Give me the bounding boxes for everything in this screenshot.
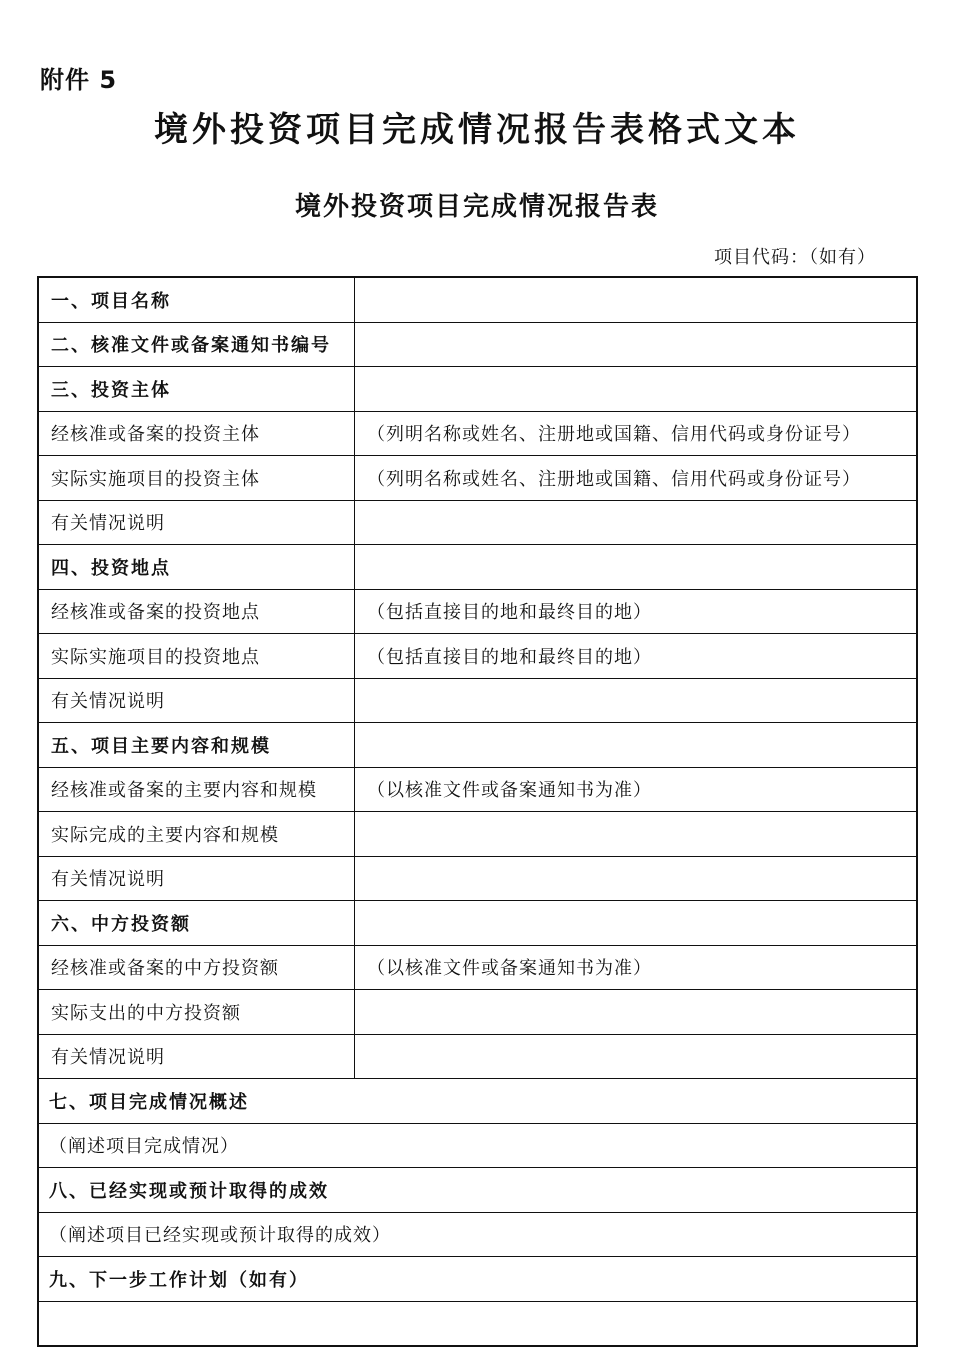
- table-row: [38, 1212, 917, 1257]
- table-row: [38, 545, 917, 590]
- section-heading: 九、下一步工作计划（如有）: [38, 1257, 917, 1302]
- table-row: [38, 723, 917, 768]
- row-label: 实际实施项目的投资主体: [38, 456, 355, 501]
- table-row: [38, 945, 917, 990]
- row-label: 经核准或备案的中方投资额: [38, 945, 355, 990]
- section-content[interactable]: （阐述项目已经实现或预计取得的成效）: [38, 1212, 917, 1257]
- row-value[interactable]: （以核准文件或备案通知书为准）: [355, 767, 918, 812]
- attachment-label: 附件 5: [40, 66, 118, 94]
- row-value[interactable]: [355, 856, 918, 901]
- row-label: 有关情况说明: [38, 678, 355, 723]
- row-label: 五、项目主要内容和规模: [38, 723, 355, 768]
- row-label: 三、投资主体: [38, 367, 355, 412]
- table-row: [38, 678, 917, 723]
- table-row: [38, 1168, 917, 1213]
- row-value[interactable]: [355, 322, 918, 367]
- row-label: 经核准或备案的投资地点: [38, 589, 355, 634]
- document-title: 境外投资项目完成情况报告表格式文本: [154, 110, 800, 150]
- row-value[interactable]: （以核准文件或备案通知书为准）: [355, 945, 918, 990]
- row-label: 四、投资地点: [38, 545, 355, 590]
- row-label: 有关情况说明: [38, 1034, 355, 1079]
- row-value[interactable]: （包括直接目的地和最终目的地）: [355, 634, 918, 679]
- row-value[interactable]: [355, 277, 918, 322]
- section-heading: 七、项目完成情况概述: [38, 1079, 917, 1124]
- table-row: [38, 856, 917, 901]
- table-row: [38, 1257, 917, 1302]
- table-row: [38, 1034, 917, 1079]
- row-value[interactable]: [355, 901, 918, 946]
- table-row: [38, 322, 917, 367]
- table-row: [38, 277, 917, 322]
- row-value[interactable]: [355, 990, 918, 1035]
- table-row: [38, 456, 917, 501]
- table-row: [38, 812, 917, 857]
- row-value[interactable]: [355, 678, 918, 723]
- row-label: 实际实施项目的投资地点: [38, 634, 355, 679]
- table-row: [38, 1123, 917, 1168]
- row-value[interactable]: （包括直接目的地和最终目的地）: [355, 589, 918, 634]
- row-label: 有关情况说明: [38, 500, 355, 545]
- row-value[interactable]: [355, 1034, 918, 1079]
- report-table: [37, 276, 918, 1347]
- row-value[interactable]: [355, 367, 918, 412]
- row-label: 实际支出的中方投资额: [38, 990, 355, 1035]
- section-heading: 八、已经实现或预计取得的成效: [38, 1168, 917, 1213]
- row-label: 二、核准文件或备案通知书编号: [38, 322, 355, 367]
- row-label: 有关情况说明: [38, 856, 355, 901]
- row-value[interactable]: [355, 723, 918, 768]
- row-label: 经核准或备案的主要内容和规模: [38, 767, 355, 812]
- table-row: [38, 767, 917, 812]
- table-row: [38, 500, 917, 545]
- row-label: 一、项目名称: [38, 277, 355, 322]
- section-content[interactable]: [38, 1301, 917, 1346]
- row-label: 实际完成的主要内容和规模: [38, 812, 355, 857]
- table-row: [38, 1301, 917, 1346]
- table-row: [38, 589, 917, 634]
- table-row: [38, 411, 917, 456]
- project-code-label: 项目代码：（如有）: [714, 247, 876, 268]
- row-value[interactable]: [355, 500, 918, 545]
- table-row: [38, 901, 917, 946]
- row-value[interactable]: （列明名称或姓名、注册地或国籍、信用代码或身份证号）: [355, 456, 918, 501]
- table-row: [38, 634, 917, 679]
- section-content[interactable]: （阐述项目完成情况）: [38, 1123, 917, 1168]
- row-value[interactable]: （列明名称或姓名、注册地或国籍、信用代码或身份证号）: [355, 411, 918, 456]
- table-row: [38, 367, 917, 412]
- row-value[interactable]: [355, 812, 918, 857]
- form-title: 境外投资项目完成情况报告表: [294, 192, 659, 222]
- row-value[interactable]: [355, 545, 918, 590]
- table-row: [38, 1079, 917, 1124]
- table-row: [38, 990, 917, 1035]
- row-label: 六、中方投资额: [38, 901, 355, 946]
- row-label: 经核准或备案的投资主体: [38, 411, 355, 456]
